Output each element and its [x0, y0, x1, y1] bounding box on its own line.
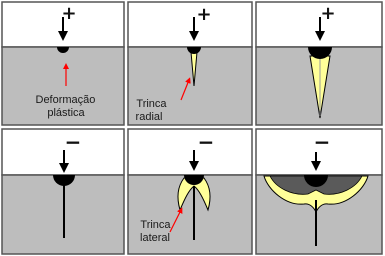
- load-sign: +: [61, 3, 77, 24]
- svg-text:Trinca lateral: [140, 219, 174, 244]
- panel-2: [128, 2, 252, 125]
- load-sign: −: [313, 130, 331, 154]
- load-sign: −: [64, 130, 82, 154]
- panel-1: [2, 2, 124, 125]
- label-line-1: Trinca: [136, 98, 167, 110]
- load-sign: +: [320, 3, 336, 24]
- label-line-2: plástica: [47, 107, 85, 119]
- load-sign: +: [196, 4, 212, 25]
- air-region: [128, 2, 252, 47]
- label-line-2: lateral: [140, 232, 170, 244]
- label-line-2: radial: [135, 111, 163, 123]
- panel-3: [256, 2, 382, 125]
- label-line-1: Deformação: [35, 94, 96, 106]
- panel-4: [2, 129, 124, 254]
- panel-6: [256, 129, 382, 254]
- label-line-1: Trinca: [140, 219, 171, 231]
- load-sign: −: [197, 130, 215, 154]
- air-region: [128, 129, 252, 175]
- panel-5: [128, 129, 252, 254]
